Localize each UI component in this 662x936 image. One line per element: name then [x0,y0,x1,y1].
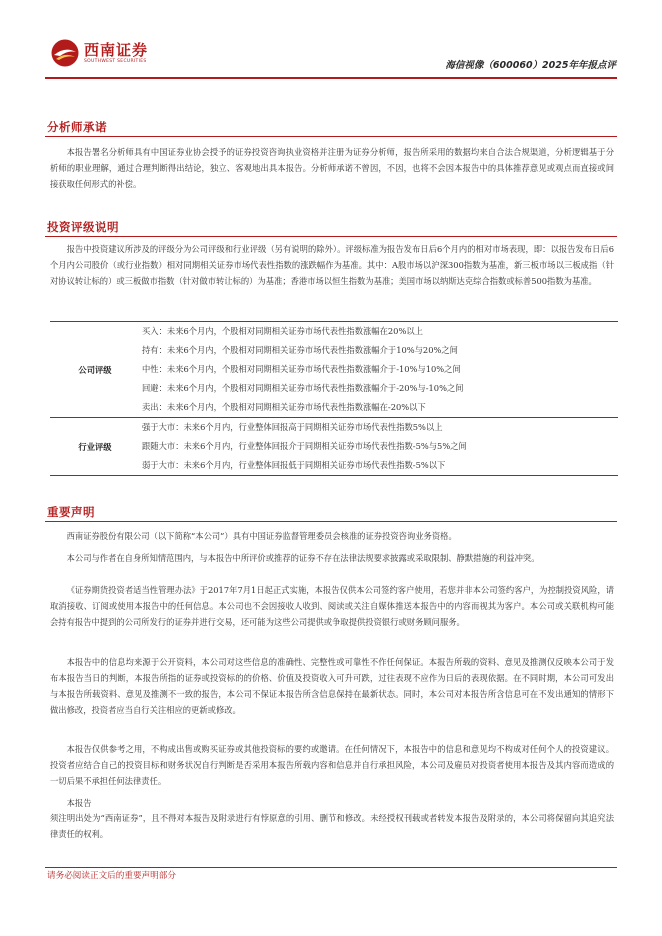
industry-rating-outperform: 强于大市：未来6个月内，行业整体回报高于同期相关证券市场代表性指数5%以上 [140,418,618,438]
brand-name-cn: 西南证券 [84,41,149,59]
industry-rating-underperform: 弱于大市：未来6个月内，行业整体回报低于同期相关证券市场代表性指数-5%以下 [140,456,618,476]
company-rating-sell: 卖出：未来6个月内，个股相对同期相关证券市场代表性指数涨幅在-20%以下 [142,402,426,412]
company-rating-avoid: 回避：未来6个月内，个股相对同期相关证券市场代表性指数涨幅介于-20%与-10%之间 [142,383,464,393]
disclaimer-paragraph: 本报告仅供参考之用，不构成出售或购买证券或其他投资标的要约或邀请。在任何情况下，本报告中的信息和意见均不构成对任何个人的投资建议。投资者应结合自己的投资目标和财务状况自行判断是否采用本报告所载内容和信息并自行承担风险，本公司及雇员对投资者使用本报告及其内容而造成的一切后果不承担任何法律责任。 [50,744,614,786]
company-rating-buy: 买入：未来6个月内，个股相对同期相关证券市场代表性指数涨幅在20%以上 [140,322,618,342]
header-divider [45,77,617,79]
section-divider [45,521,617,522]
rating-explanation-text: 报告中投资建议所涉及的评级分为公司评级和行业评级（另有说明的除外）。评级标准为报告发布日后6个月内的相对市场表现，即：以报告发布日后6个月内公司股价（或行业指数）相对同期相关证券市场代表性指数的涨跌幅作为基准。其中：A股市场以沪深300指数为基准，新三板市场以三板成指（针对协议转让标的）或三板做市指数（针对做市转让标的）为基准；香港市场以恒生指数为基准；美国市场以纳斯达克综合指数或标普500指数为基准。 [50,244,614,286]
table-row [50,418,618,438]
section-title-rating-explanation: 投资评级说明 [47,220,119,234]
footer-notice: 请务必阅读正文后的重要声明部分 [47,871,176,881]
disclaimer-paragraph: 《证券期货投资者适当性管理办法》于2017年7月1日起正式实施，本报告仅供本公司签约客户使用，若您并非本公司签约客户，为控制投资风险，请取消接收、订阅或使用本报告中的任何信息。本公司也不会因接收人收到、阅读或关注自媒体推送本报告中的内容而视其为客户。本公司或关联机构可能会持有报告中提到的公司所发行的证券并进行交易，还可能为这些公司提供或争取提供投资银行或财务顾问服务。 [50,585,614,627]
disclaimer-paragraph: 西南证券股份有限公司（以下简称“本公司”）具有中国证券监督管理委员会核准的证券投资咨询业务资格。 [66,531,457,541]
company-rating-neutral: 中性：未来6个月内，个股相对同期相关证券市场代表性指数涨幅介于-10%与10%之间 [142,364,461,374]
brand-name-en: SOUTHWEST SECURITIES [84,59,147,64]
report-title: 海信视像（600060）2025年年报点评 [445,60,616,71]
brand-logo-icon [50,38,80,68]
section-divider [45,136,617,137]
page-header [0,0,662,80]
disclaimer-paragraph: 本报告 [66,798,92,808]
rating-table [50,321,618,476]
disclaimer-paragraph: 本公司与作者在自身所知情范围内，与本报告中所评价或推荐的证券不存在法律法规要求披露或采取限制、静默措施的利益冲突。 [66,553,540,563]
company-rating-hold: 持有：未来6个月内，个股相对同期相关证券市场代表性指数涨幅介于10%与20%之间 [142,345,458,355]
brand-logo [50,38,148,68]
analyst-commitment-text: 本报告署名分析师具有中国证券业协会授予的证券投资咨询执业资格并注册为证券分析师，报告所采用的数据均来自合法合规渠道，分析逻辑基于分析师的职业理解，通过合理判断得出结论，独立、客观地出具本报告。分析师承诺不曾因，不因，也将不会因本报告中的具体推荐意见或观点而直接或间接获取任何形式的补偿。 [50,147,614,189]
table-row [50,322,618,342]
footer-divider [45,867,617,868]
industry-rating-market-perform: 跟随大市：未来6个月内，行业整体回报介于同期相关证券市场代表性指数-5%与5%之间 [142,441,467,451]
disclaimer-paragraph: 须注明出处为“西南证券”，且不得对本报告及附录进行有悖原意的引用、删节和修改。未经授权刊载或者转发本报告及附录的，本公司将保留向其追究法律责任的权利。 [50,813,614,839]
industry-rating-label: 行业评级 [50,418,140,476]
section-title-analyst-commitment: 分析师承诺 [47,120,107,134]
company-rating-label: 公司评级 [50,322,140,418]
section-divider [45,236,617,237]
disclaimer-paragraph: 本报告中的信息均来源于公开资料，本公司对这些信息的准确性、完整性或可靠性不作任何保证。本报告所载的资料、意见及推测仅反映本公司于发布本报告当日的判断，本报告所指的证券或投资标的的价格、价值及投资收入可升可跌，过往表现不应作为日后的表现依据。在不同时期，本公司可发出与本报告所载资料、意见及推测不一致的报告，本公司不保证本报告所含信息保持在最新状态。同时，本公司对本报告所含信息可在不发出通知的情形下做出修改，投资者应当自行关注相应的更新或修改。 [50,657,614,715]
section-title-disclaimer: 重要声明 [47,505,95,519]
